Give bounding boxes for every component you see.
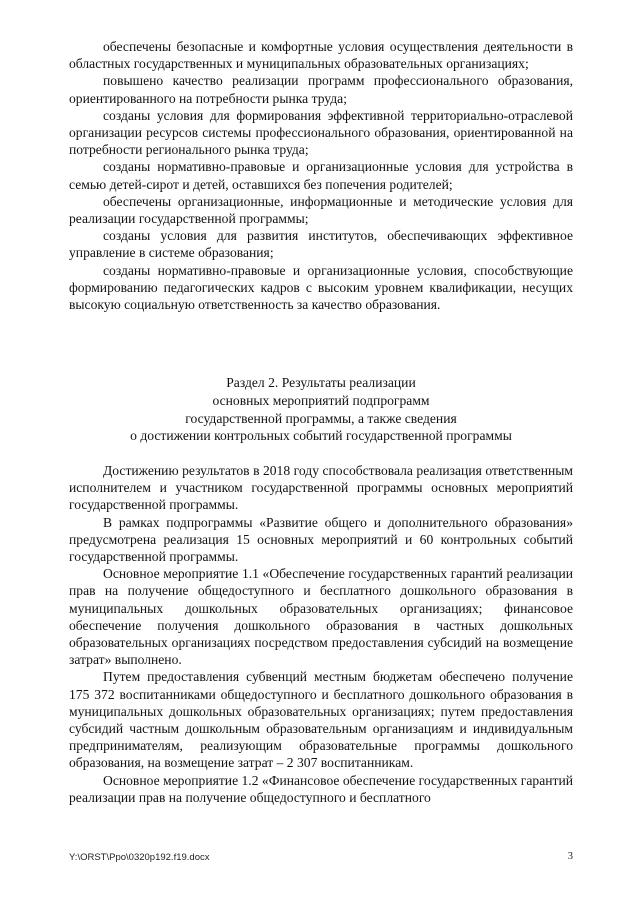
intro-paragraph: обеспечены безопасные и комфортные условия осуществления деятельности в областных государственных и муниципальных образовательных организациях; [69,39,573,72]
section-heading [69,374,573,445]
section-paragraph: Основное мероприятие 1.2 «Финансовое обеспечение государственных гарантий реализации прав на получение общедоступного и бесплатного [69,772,573,805]
section-heading-line: Раздел 2. Результаты реализации [226,375,416,390]
section-paragraph: Основное мероприятие 1.1 «Обеспечение государственных гарантий реализации прав на получение общедоступного и бесплатного дошкольного образования в муниципальных дошкольных образовательных организациях; финансовое обеспечение получения дошкольного образования в частных дошкольных образовательных организациях посредством предоставления субсидий на возмещение затрат» выполнено. [69,566,573,668]
section-paragraph: Достижению результатов в 2018 году способствовала реализация ответственным исполнителем и участником государственной программы основных мероприятий государственной программы. [69,463,573,513]
intro-paragraph: созданы условия для формирования эффективной территориально-отраслевой организации ресурсов системы профессионального образования, ориентированной на потребности регионального рынка труда; [69,107,573,158]
intro-list [69,38,573,313]
intro-paragraph: повышено качество реализации программ профессионального образования, ориентированного на потребности рынка труда; [69,73,573,106]
page-number: 3 [567,851,573,862]
section-body [69,462,573,806]
intro-paragraph: созданы нормативно-правовые и организационные условия для устройства в семью детей-сирот и детей, оставшихся без попечения родителей; [69,159,573,192]
section-paragraph: В рамках подпрограммы «Развитие общего и дополнительного образования» предусмотрена реализация 15 основных мероприятий и 60 контрольных событий государственной программы. [69,514,573,565]
footer-file-path: Y:\ORST\Ppo\0320p192.f19.docx [69,852,210,863]
intro-paragraph: созданы условия для развития институтов, обеспечивающих эффективное управление в системе образования; [69,228,573,261]
intro-paragraph: обеспечены организационные, информационные и методические условия для реализации государственной программы; [69,193,573,227]
section-heading-line: о достижении контрольных событий государственной программы [130,428,512,444]
section-heading-line: основных мероприятий подпрограмм [212,392,430,408]
section-heading-line: государственной программы, а также сведения [185,410,457,426]
section-paragraph: Путем предоставления субвенций местным бюджетам обеспечено получение 175 372 воспитанниками общедоступного и бесплатного дошкольного образования в муниципальных дошкольных образовательных организациях; путем предоставления субсидий частным дошкольным образовательным организациям и индивидуальным предпринимателям, реализующим образовательные программы дошкольного образования, на возмещение затрат – 2 307 воспитанникам. [69,669,573,771]
intro-paragraph: созданы нормативно-правовые и организационные условия, способствующие формированию педагогических кадров с высоким уровнем квалификации, несущих высокую социальную ответственность за качество образования. [69,262,573,313]
